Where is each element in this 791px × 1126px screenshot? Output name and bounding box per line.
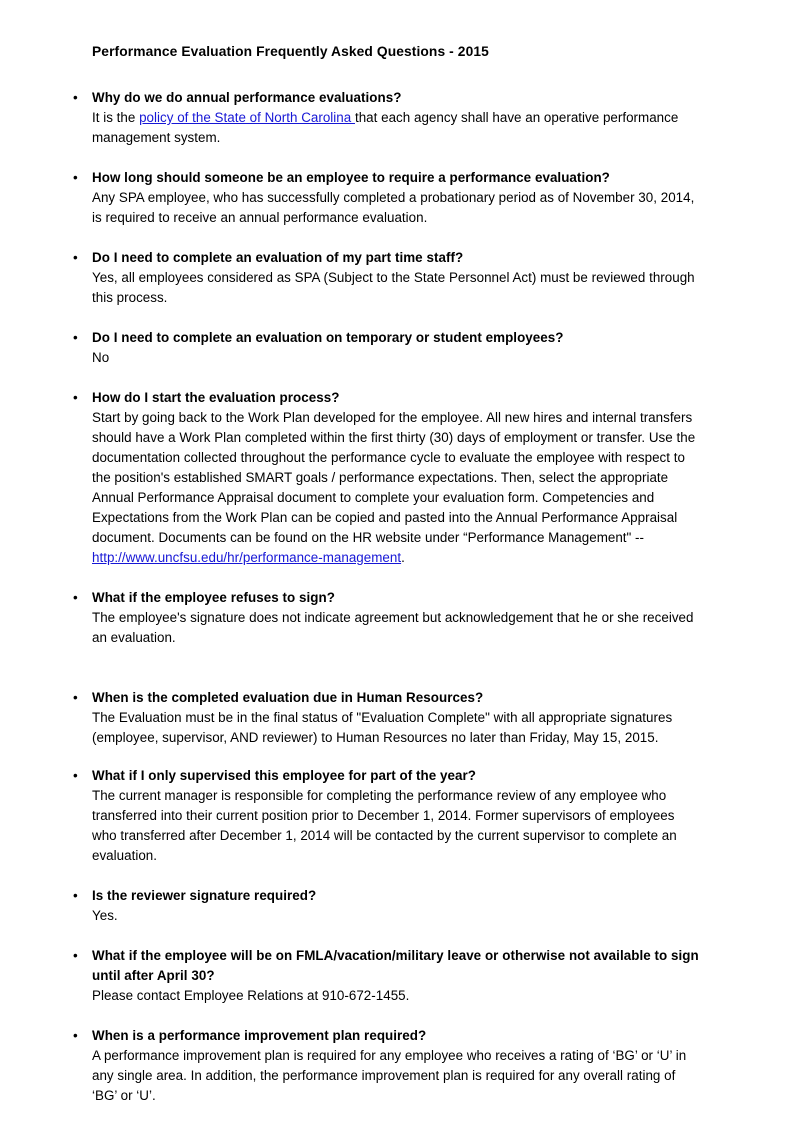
faq-item: [73, 946, 700, 1006]
faq-question: Why do we do annual performance evaluations?: [92, 90, 402, 105]
faq-question: Do I need to complete an evaluation on temporary or student employees?: [92, 330, 564, 345]
bullet-icon: •: [73, 90, 78, 105]
faq-item: [73, 168, 700, 228]
performance-management-url-link[interactable]: http://www.uncfsu.edu/hr/performance-management: [92, 550, 402, 565]
bullet-icon: •: [73, 330, 78, 345]
faq-question: What if the employee will be on FMLA/vacation/military leave or otherwise not available to sign until after April 30?: [92, 948, 699, 983]
faq-answer: Yes, all employees considered as SPA (Subject to the State Personnel Act) must be reviewed through this process.: [92, 270, 695, 305]
answer-text-post: .: [401, 550, 405, 565]
bullet-icon: •: [73, 948, 78, 963]
faq-item: [73, 248, 700, 308]
bullet-icon: •: [73, 1028, 78, 1043]
faq-item: [73, 388, 700, 568]
bullet-icon: •: [73, 768, 78, 783]
faq-list: [73, 88, 700, 1106]
faq-question: How do I start the evaluation process?: [92, 390, 340, 405]
faq-answer: Any SPA employee, who has successfully completed a probationary period as of November 30, 2014, is required to receive an annual performance evaluation.: [92, 190, 695, 225]
faq-item: [73, 88, 700, 148]
document-body: [73, 42, 700, 1126]
faq-answer: Yes.: [92, 908, 118, 923]
bullet-icon: •: [73, 590, 78, 605]
faq-question: How long should someone be an employee to require a performance evaluation?: [92, 170, 610, 185]
bullet-icon: •: [73, 390, 78, 405]
answer-text-pre: It is the: [92, 110, 140, 125]
faq-question: When is a performance improvement plan required?: [92, 1028, 427, 1043]
bullet-icon: •: [73, 888, 78, 903]
answer-text-pre: Start by going back to the Work Plan developed for the employee. All new hires and internal transfers should have a Work Plan completed within the first thirty (30) days of employment or transfer. Use the documentation collected throughout the performance cycle to evaluate the employee with respect to the position's established SMART goals / performance expectations. Then, select the appropriate Annual Performance Appraisal document to complete your evaluation form. Competencies and Expectations from the Work Plan can be copied and pasted into the Annual Performance Appraisal document. Documents can be found on the HR website under “Performance Management" --: [92, 410, 696, 545]
faq-item: [73, 1026, 700, 1106]
faq-item: [73, 328, 700, 368]
page-title: Performance Evaluation Frequently Asked Questions - 2015: [92, 44, 489, 59]
faq-answer: [92, 108, 700, 148]
faq-item: [73, 886, 700, 926]
faq-question: What if the employee refuses to sign?: [92, 590, 335, 605]
faq-answer: The current manager is responsible for completing the performance review of any employee who transferred into their current position prior to December 1, 2014. Former supervisors of employees who transferred after December 1, 2014 will be contacted by the current supervisor to complete an evaluation.: [92, 788, 677, 863]
faq-answer: No: [92, 350, 110, 365]
bullet-icon: •: [73, 690, 78, 705]
faq-item: [73, 588, 700, 648]
faq-answer: A performance improvement plan is required for any employee who receives a rating of ‘BG’ or ‘U’ in any single area. In addition, the performance improvement plan is required for any overall rating of ‘BG’ or ‘U’.: [92, 1048, 687, 1103]
faq-answer: [92, 408, 700, 568]
answer-text-post: that each agency shall have an operative performance management system.: [92, 110, 679, 145]
faq-question: What if I only supervised this employee for part of the year?: [92, 768, 477, 783]
faq-answer: Please contact Employee Relations at 910-672-1455.: [92, 988, 410, 1003]
faq-question: When is the completed evaluation due in Human Resources?: [92, 690, 484, 705]
faq-answer: The Evaluation must be in the final status of "Evaluation Complete" with all appropriate signatures (employee, supervisor, AND reviewer) to Human Resources no later than Friday, May 15, 2015.: [92, 710, 673, 745]
faq-answer: The employee's signature does not indicate agreement but acknowledgement that he or she received an evaluation.: [92, 610, 694, 645]
faq-question: Is the reviewer signature required?: [92, 888, 317, 903]
faq-question: Do I need to complete an evaluation of my part time staff?: [92, 250, 464, 265]
policy-nc-link[interactable]: policy of the State of North Carolina: [139, 110, 355, 125]
bullet-icon: •: [73, 250, 78, 265]
faq-item: [73, 766, 700, 866]
faq-item: [73, 688, 700, 748]
bullet-icon: •: [73, 170, 78, 185]
